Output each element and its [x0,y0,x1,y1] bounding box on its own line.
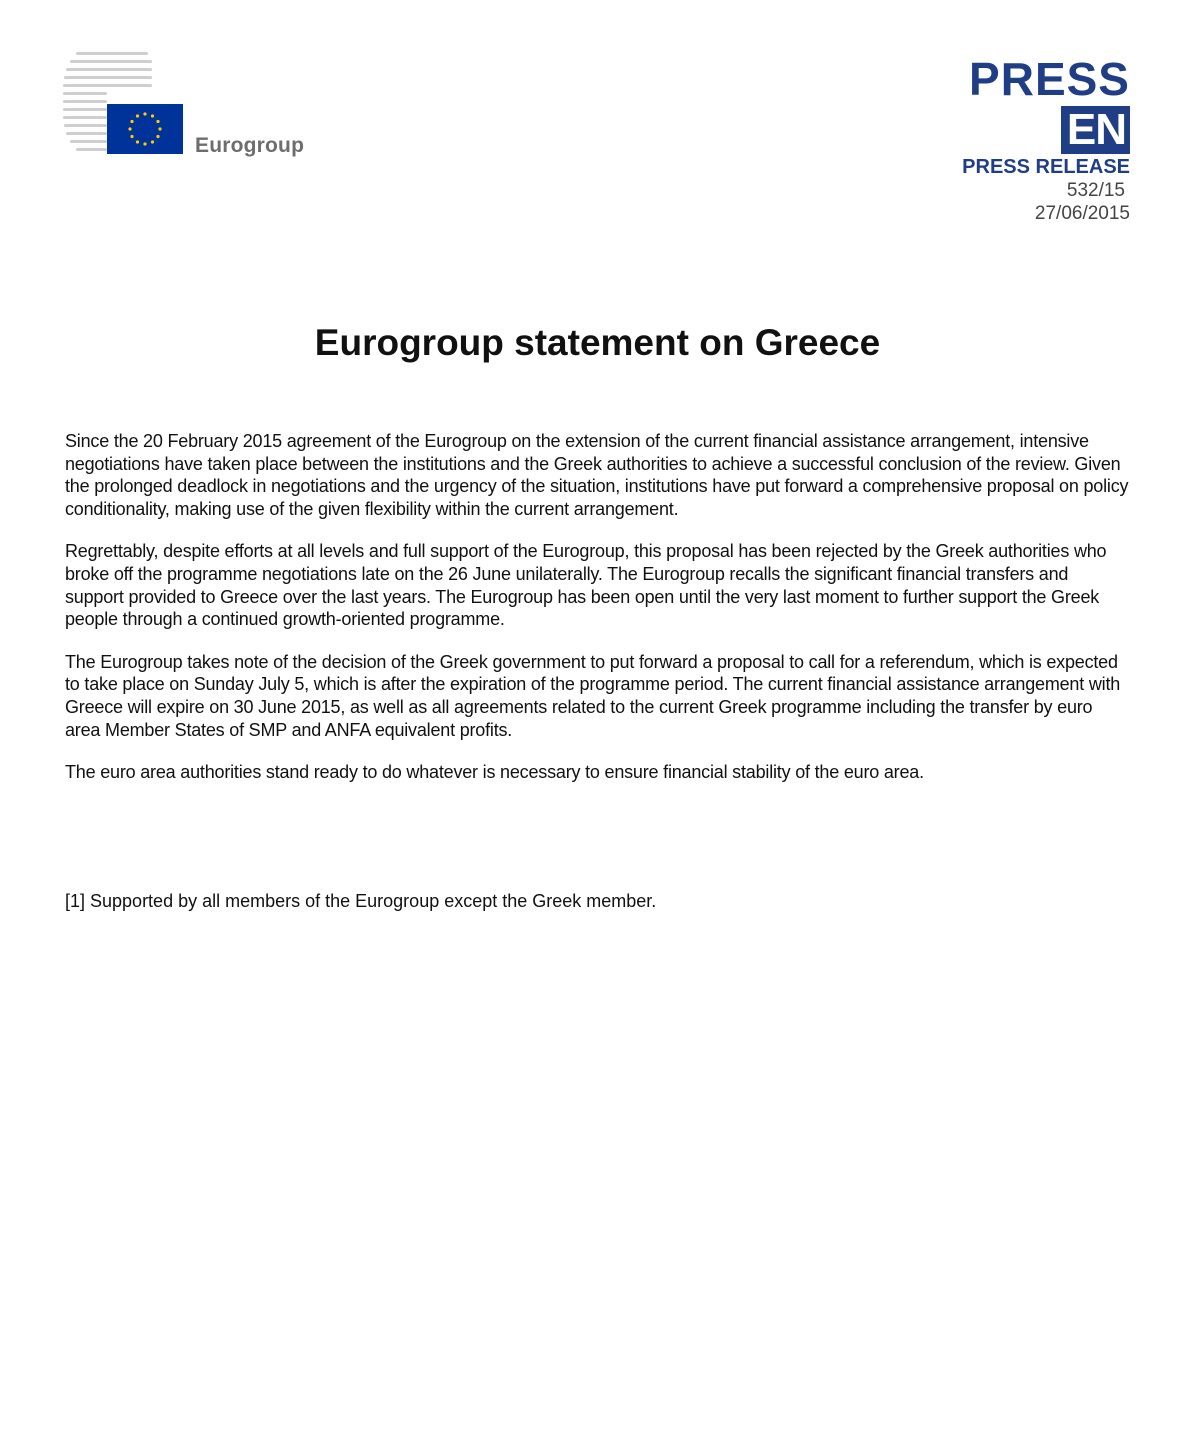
eu-star-icon [156,135,159,138]
eu-star-icon [156,120,159,123]
eu-star-icon [130,135,133,138]
language-badge: EN [1061,106,1130,154]
eurogroup-logo [62,50,322,160]
paragraph-4: The euro area authorities stand ready to do whatever is necessary to ensure financial stability of the euro area. [65,762,924,783]
eu-star-icon [158,127,161,130]
eu-star-icon [143,112,146,115]
eu-star-icon [151,140,154,143]
release-number: 532/15 [1066,180,1125,201]
document-body [65,430,1130,804]
organization-name: Eurogroup [195,134,305,157]
eu-star-icon [128,127,131,130]
release-date: 27/06/2015 [1034,203,1130,224]
eu-star-icon [151,114,154,117]
eu-star-icon [143,142,146,145]
paragraph-1: Since the 20 February 2015 agreement of the Eurogroup on the extension of the current financial assistance arrangement, intensive negotiations have taken place between the institutions and the Greek authorities to achieve a successful conclusion of the review. Given the prolonged deadlock in negotiations and the urgency of the situation, institutions have put forward a comprehensive proposal on policy conditionality, making use of the given flexibility within the current arrangement. [65,431,1129,519]
eu-star-icon [136,114,139,117]
footnote: [1] Supported by all members of the Eurogroup except the Greek member. [65,891,657,911]
press-release-header [870,53,1130,225]
eurogroup-emblem-icon [62,50,192,160]
paragraph-2: Regrettably, despite efforts at all levels and full support of the Eurogroup, this proposal has been rejected by the Greek authorities who broke off the programme negotiations late on the 26 June unilaterally. The Eurogroup recalls the significant financial transfers and support provided to Greece over the last years. The Eurogroup has been open until the very last moment to further support the Greek people through a continued growth-oriented programme. [65,541,1107,630]
press-release-label: PRESS RELEASE [962,156,1130,178]
paragraph-3: The Eurogroup takes note of the decision of the Greek government to put forward a proposal to call for a referendum, which is expected to take place on Sunday July 5, which is after the expiration of the programme period. The current financial assistance arrangement with Greece will expire on 30 June 2015, as well as all agreements related to the current Greek programme including the transfer by euro area Member States of SMP and ANFA equivalent profits. [65,651,1121,740]
document-title: Eurogroup statement on Greece [314,322,881,363]
eu-star-icon [130,120,133,123]
eu-star-icon [136,140,139,143]
eu-flag-icon [107,104,183,154]
press-word: PRESS [969,53,1130,105]
